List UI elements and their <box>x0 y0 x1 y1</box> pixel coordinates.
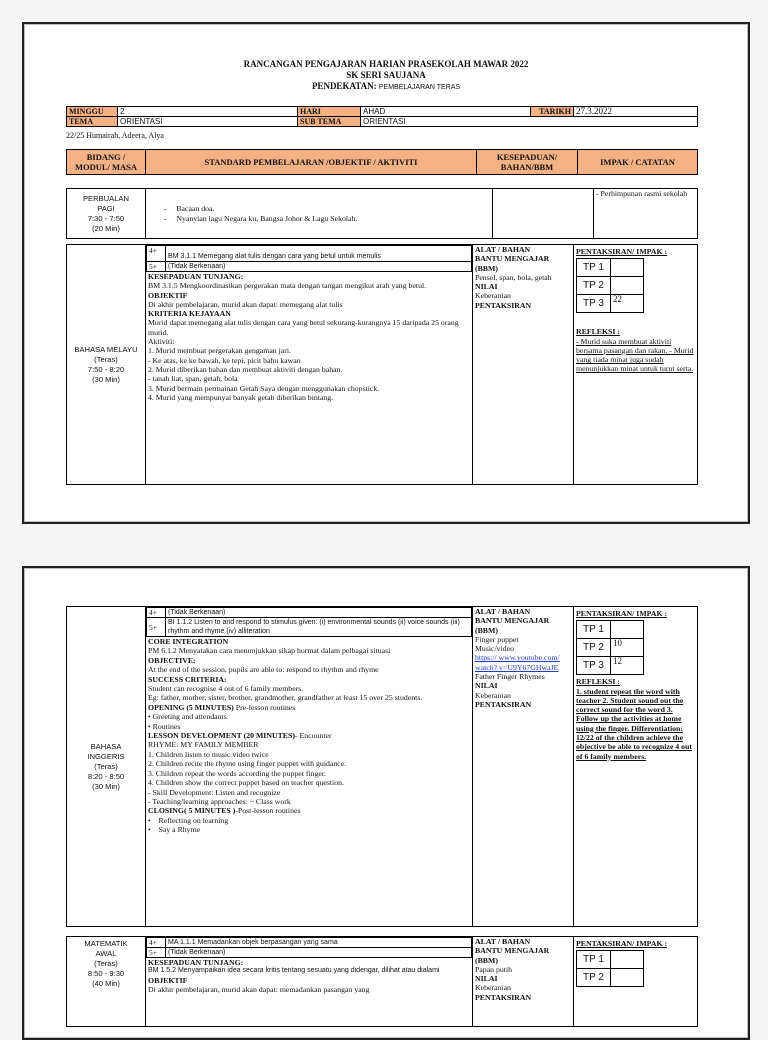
bi-activity-text: CORE INTEGRATION PM 6.1.2 Menyatakan cara menunjukkan sikap hormat dalam pelbagai situasi OBJECTIVE: At the end of the session, pupils are able to: respond to rhythm and rhyme SUCCESS CRITERIA: Student can recognise 4 out of 6 family members. Eg: father, mother, sister, brother, grandmother, grandfather at least 15 over 25 students. OPENING (5 MINUTES) Pre-lesson routines • Greeting and attendants • Routines LESSON DEVELOPMENT (20 MINUTES)- Encounter RHYME: MY FAMILY MEMBER 1. Children listen to music video twice 2. Children recite the rhyme using finger puppet with guidance. 3. Children repeat the words according the puppet finger. 4. Children show the correct puppet based on teacher question. - Skill Development: Listen and recognize - Teaching/learning approaches: ~ Class work CLOSING( 5 MINUTES )-Post-lesson routines • Reflecting on learning • Say a Rhyme <box>148 637 423 835</box>
mt-impak: PENTAKSIRAN/ IMPAK : TP 1 TP 2 <box>574 937 698 1027</box>
tp-label: TP 2 <box>577 969 611 987</box>
perbualan-activities <box>146 189 493 239</box>
bi-bidang: BAHASA INGGERIS (Teras) 8:20 - 8:50 (30 Min) <box>67 607 146 927</box>
mt-bahan: ALAT / BAHAN BANTU MENGAJAR (BBM) Papan putih NILAI Keberanian PENTAKSIRAN <box>473 937 574 1027</box>
bi-content <box>146 607 473 927</box>
perbualan-impak: - Perhimpunan rasmi sekolah <box>594 189 698 239</box>
school-name: SK SERI SAUJANA <box>346 70 426 80</box>
murid-line: 22/25 Humairah, Adeera, Alya <box>66 131 164 140</box>
perbualan-table <box>66 188 698 239</box>
col-impak: IMPAK / CATATAN <box>578 150 698 175</box>
mt-standard-table: 4+ MA 1.1.1 Memadankan objek berpasangan yang sama 5+ (Tidak Berkenaan) <box>146 937 472 958</box>
hari-value: AHAD <box>361 107 531 117</box>
document-title: RANCANGAN PENGAJARAN HARIAN PRASEKOLAH MAWAR 2022 <box>243 59 529 69</box>
approach-line: PENDEKATAN: PEMBELAJARAN TERAS <box>311 81 461 91</box>
perbualan-bidang: PERBUALAN PAGI 7:30 - 7:50 (20 Min) <box>67 189 146 239</box>
bi-impak: PENTAKSIRAN/ IMPAK : TP 1 TP 2 10 TP 3 12 REFLEKSI : 1. student repeat the word with teacher 2. Student sound out the correct sound for the word 3. Follow up the activities at home using the finger. Differentiation: 12/22 of the children achieve the objective be able to recognize 4 out of 6 family members. <box>574 607 698 927</box>
bi-tp-table: TP 1 TP 2 10 TP 3 12 <box>576 620 644 675</box>
bm-bidang: BAHASA MELAYU (Teras) 7:50 - 8:20 (30 Min) <box>67 245 146 485</box>
tp-label: TP 1 <box>577 259 611 277</box>
bm-bahan: ALAT / BAHAN BANTU MENGAJAR (BBM) Pensel, span, bola, getah NILAI Keberanian PENTAKSIRAN <box>473 245 574 485</box>
tarikh-label: TARIKH <box>531 107 574 117</box>
bm-activity-text: KESEPADUAN TUNJANG: BM 3.1.5 Mengkoordinasikan pergerakan mata dengan tangan mengikut arah yang betul. OBJEKTIF Di akhir pembelajaran, murid akan dapat: memegang alat tulis KRITERIA KEJAYAAN Murid dapat memegang alat tulis dengan cara yang betul sekurang-kurangnya 15 daripada 25 orang murid. Aktiviti: 1. Murid membuat pergerakan gengaman jari. - Ke atas, ke ke bawah, ke tepi, picit bahu kawan 2. Murid diberikan bahan dan membuat aktiviti dengan bahan. - tanah liat, span, getah, bola 3. Murid bermain permainan Getah Saya dengan menggunakan chopstick. 4. Murid yang mempunyai banyak getah diberikan bintang. <box>148 272 459 402</box>
video-link[interactable]: https:// www.youtube.com/ watch? v=U9Y67GHwaJE <box>475 653 560 672</box>
tp-label: TP 2 <box>577 639 611 657</box>
bm-standard-table: 4+ BM 3.1.1 Memegang alat tulis dengan cara yang betul untuk menulis 5+ (Tidak Berkenaan) <box>146 245 472 272</box>
bm-table <box>66 244 698 485</box>
tema-label: TEMA <box>67 117 118 127</box>
list-item: - Bacaan doa. <box>164 204 215 214</box>
tp-label: TP 3 <box>577 295 611 313</box>
hari-label: HARI <box>298 107 361 117</box>
bi-bahan: ALAT / BAHAN BANTU MENGAJAR (BBM) Finger puppet Music/video https:// www.youtube.com/ watch? v=U9Y67GHwaJE Father Finger Rhymes NILAI Keberanian PENTAKSIRAN <box>473 607 574 927</box>
tema-value: ORIENTASI <box>118 117 298 127</box>
bi-standard-table: 4+ (Tidak Berkenaan) 5+ BI 1.1.2 Listen to and respond to stimulus given: (i) environmental sounds (ii) voice sounds (iii) rhythm and rhyme (iv) alliteration <box>146 607 472 637</box>
mt-table <box>66 936 698 1027</box>
bm-content <box>146 245 473 485</box>
bi-table <box>66 606 698 927</box>
bm-impak: PENTAKSIRAN/ IMPAK : TP 1 TP 2 TP 3 22 REFLEKSI : - Murid suka membuat aktiviti bersama pasangan dan rakan. - Murid yang tiada minat juga sudah menunjukkan minat untuk turut serta. <box>574 245 698 485</box>
col-kesepaduan: KESEPADUAN/ BAHAN/BBM <box>477 150 578 175</box>
mt-activity-text: KESEPADUAN TUNJANG: BM 1.5.2 Menyampaikan idea secara kritis tentang sesuatu yang didengar, dilihat atau dialami OBJEKTIF Di akhir pembelajaran, murid akan dapat: memadankan pasangan yang <box>148 958 440 994</box>
subtema-value: ORIENTASI <box>361 117 698 127</box>
col-standard: STANDARD PEMBELAJARAN /OBJEKTIF / AKTIVITI <box>146 150 477 175</box>
col-bidang: BIDANG / MODUL/ MASA <box>67 150 146 175</box>
mt-content <box>146 937 473 1027</box>
tp-label: TP 3 <box>577 657 611 675</box>
info-table <box>66 106 698 127</box>
column-header-table <box>66 149 698 175</box>
document-page-1 <box>22 22 750 524</box>
document-page-2 <box>22 566 750 1040</box>
tp-label: TP 2 <box>577 277 611 295</box>
minggu-label: MINGGU <box>67 107 118 117</box>
bm-tp-table: TP 1 TP 2 TP 3 22 <box>576 258 644 313</box>
tp-label: TP 1 <box>577 951 611 969</box>
bm-refleksi: - Murid suka membuat aktiviti bersama pasangan dan rakan. - Murid yang tiada minat juga sudah menunjukkan minat untuk turut serta. <box>576 336 694 374</box>
tp-label: TP 1 <box>577 621 611 639</box>
mt-bidang: MATEMATIK AWAL (Teras) 8:50 - 9:30 (40 Min) <box>67 937 146 1027</box>
subtema-label: SUB TEMA <box>298 117 361 127</box>
tarikh-value: 27.3.2022 <box>574 107 698 117</box>
bi-refleksi: 1. student repeat the word with teacher 2. Student sound out the correct sound for the word 3. Follow up the activities at home using the finger. Differentiation: 12/22 of the children achieve the objective be able to recognize 4 out of 6 family members. <box>576 686 692 761</box>
list-item: - Nyanyian lagu Negara ku, Bangsa Johor & Lagu Sekolah. <box>164 213 358 223</box>
minggu-value: 2 <box>118 107 298 117</box>
perbualan-bahan <box>493 189 594 239</box>
mt-tp-table <box>576 950 644 987</box>
